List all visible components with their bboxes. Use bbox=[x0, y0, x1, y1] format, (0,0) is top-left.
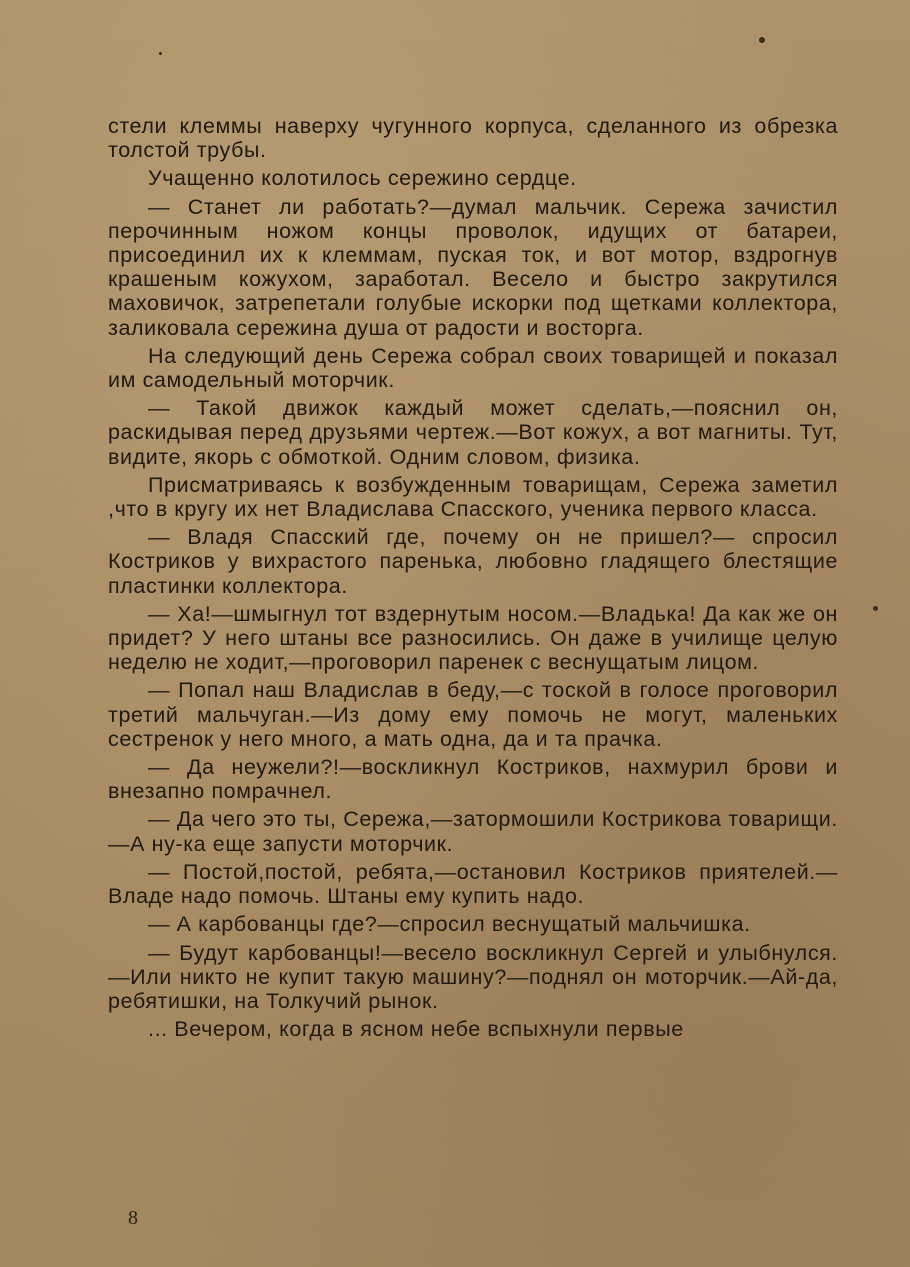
ink-speck bbox=[759, 37, 765, 43]
ink-speck bbox=[873, 606, 878, 611]
paragraph: стели клеммы наверху чугунного корпуса, сделанного из обрезка толстой трубы. bbox=[108, 114, 838, 163]
paragraph: — Станет ли работать?—думал мальчик. Сережа зачистил перочинным ножом концы проволок, идущих от батареи, присоединил их к клеммам, пуская ток, и вот мотор, вздрогнув крашеным кожухом, заработал. Весело и быстро закрутился маховичок, затрепетали голубые искорки под щетками коллектора, заликовала сережина душа от радости и восторга. bbox=[108, 194, 838, 340]
paragraph: ... Вечером, когда в ясном небе вспыхнули первые bbox=[148, 1017, 684, 1042]
paragraph: — Ха!—шмыгнул тот вздернутым носом.—Владька! Да как же он придет? У него штаны все разносились. Он даже в училище целую неделю не ходит,—проговорил паренек с веснущатым лицом. bbox=[108, 601, 838, 675]
paragraph: — Владя Спасский где, почему он не пришел?— спросил Костриков у вихрастого паренька, любовно гладящего блестящие пластинки коллектора. bbox=[108, 525, 838, 598]
paragraph: Присматриваясь к возбужденным товарищам, Сережа заметил ,что в кругу их нет Владислава Спасского, ученика первого класса. bbox=[108, 472, 838, 522]
paragraph: — Постой,постой, ребята,—остановил Костриков приятелей.—Владе надо помочь. Штаны ему купить надо. bbox=[108, 859, 838, 909]
page-number: 8 bbox=[128, 1207, 138, 1229]
paragraph: На следующий день Сережа собрал своих товарищей и показал им самодельный моторчик. bbox=[108, 343, 838, 393]
paragraph: — Попал наш Владислав в беду,—с тоской в голосе проговорил третий мальчуган.—Из дому ему помочь не могут, маленьких сестренок у него много, а мать одна, да и та прачка. bbox=[108, 678, 838, 751]
body-text bbox=[108, 114, 838, 1041]
paragraph: — Такой движок каждый может сделать,—пояснил он, раскидывая перед друзьями чертеж.—Вот кожух, а вот магниты. Тут, видите, якорь с обмоткой. Одним словом, физика. bbox=[108, 396, 838, 469]
paragraph: — Да чего это ты, Сережа,—затормошили Кострикова товарищи.—А ну-ка еще запусти моторчик. bbox=[108, 807, 838, 856]
paragraph: — А карбованцы где?—спросил веснущатый мальчишка. bbox=[148, 912, 751, 937]
paragraph: — Да неужели?!—воскликнул Костриков, нахмурил брови и внезапно помрачнел. bbox=[108, 755, 838, 804]
paragraph: Учащенно колотилось сережино сердце. bbox=[148, 166, 577, 191]
ink-speck bbox=[159, 52, 162, 55]
paragraph: — Будут карбованцы!—весело воскликнул Сергей и улыбнулся.—Или никто не купит такую машину?—поднял он моторчик.—Ай-да, ребятишки, на Толкучий рынок. bbox=[108, 940, 838, 1013]
